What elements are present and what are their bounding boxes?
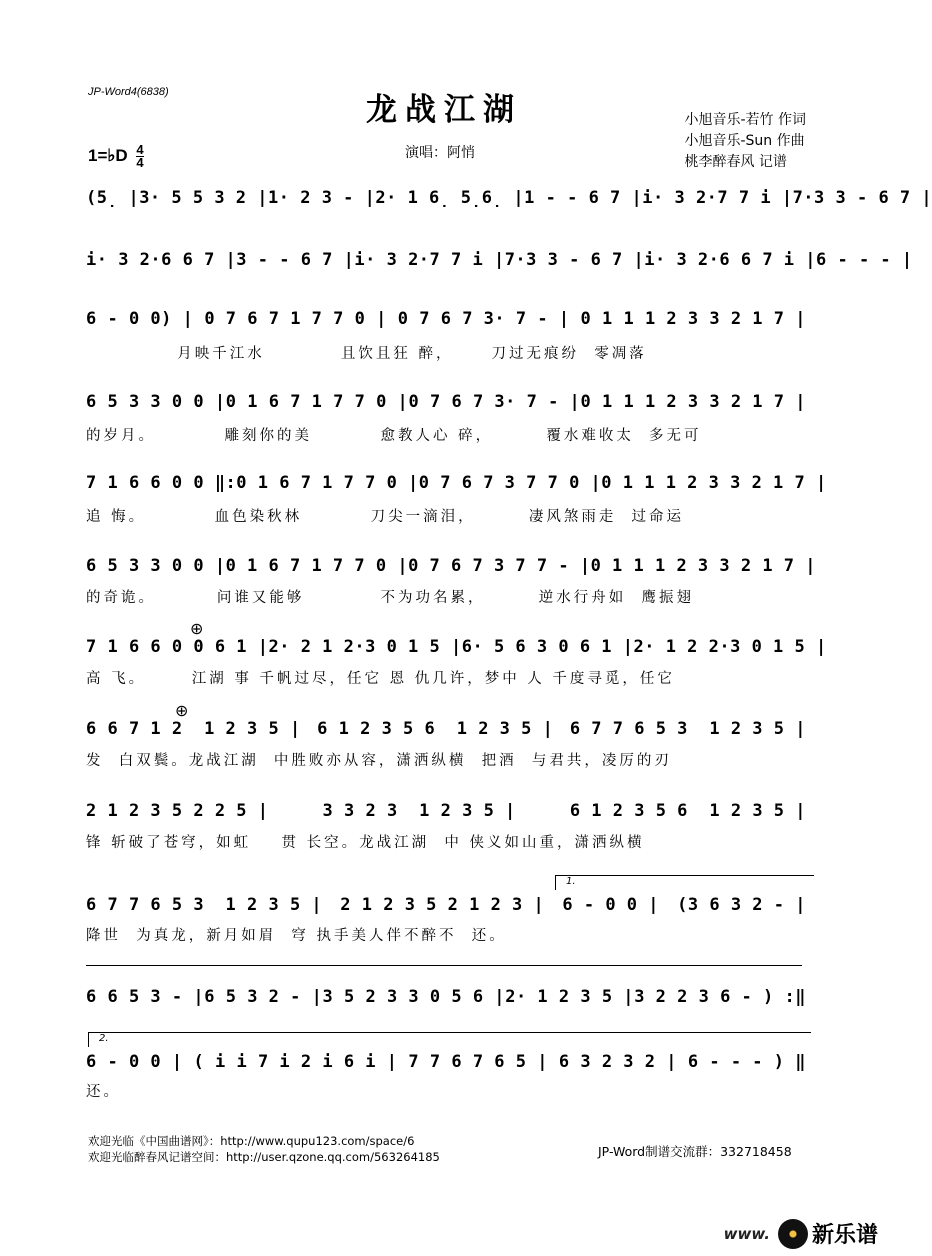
measure: (3 6 3 2 - | <box>677 895 806 915</box>
lyric-line: 追 悔。 血色染秋林 刀尖一滴泪， 凄风煞雨走 过命运 <box>86 509 685 525</box>
logo-www: www. <box>723 1224 770 1243</box>
measure: 0 1 1 1 2 3 3 2 1 7 | <box>580 309 806 329</box>
volta-continuation <box>86 965 802 966</box>
footer-line-2: 欢迎光临醉春风记谱空间：http://user.qzone.qq.com/563264185 <box>88 1150 440 1164</box>
score-row-12 <box>86 1052 806 1072</box>
measure: 7 7 6 7 6 5 | <box>408 1052 548 1072</box>
score-row-3 <box>86 309 806 329</box>
score-row-1 <box>86 188 932 208</box>
measure: 0 7 6 7 3· 7 - | <box>408 392 581 412</box>
lyric-line: 月映千江水 且饮且狂 醉， 刀过无痕纷 零凋落 <box>86 346 647 362</box>
measure: 6 - - - ) ‖ <box>687 1052 806 1072</box>
measure: 3 - - 6 7 | <box>236 250 355 270</box>
measure: 3 3 2 3 1 2 3 5 | <box>322 801 516 821</box>
measure: 7·3 3 - 6 7 | <box>792 188 932 208</box>
measure: 6 5 3 2 - | <box>204 987 323 1007</box>
measure: i· 3 2·6 6 7 | <box>86 250 237 270</box>
measure: 7·3 3 - 6 7 | <box>504 250 645 270</box>
score-row-4 <box>86 392 806 412</box>
time-numerator: 4 <box>136 142 144 157</box>
measure: 6 1 2 3 5 6 1 2 3 5 | <box>569 801 806 821</box>
measure: 6 5 3 3 0 0 | <box>86 556 226 576</box>
key-label: 1=♭D <box>88 145 128 165</box>
score-row-6 <box>86 556 816 576</box>
software-version: JP-Word4(6838) <box>88 86 169 98</box>
score-row-10 <box>86 895 806 915</box>
segno-icon: ⊕ <box>175 701 189 720</box>
time-signature <box>136 144 143 169</box>
measure: 0 1 6 7 1 7 7 0 | <box>225 556 409 576</box>
record-disc-icon <box>778 1219 808 1249</box>
measure: i· 3 2·6 6 7 i | <box>644 250 817 270</box>
measure: 6 - 0 0 | <box>562 895 660 915</box>
time-denominator: 4 <box>136 155 144 170</box>
singer-credit: 演唱：阿悄 <box>405 145 475 161</box>
measure: 3 2 2 3 6 - ) :‖ <box>634 987 806 1007</box>
score-row-11 <box>86 987 806 1007</box>
measure: 7 1 6 6 0 0 6 1 | <box>86 637 269 657</box>
measure: 2 1 2 3 5 2 2 5 | <box>86 801 269 821</box>
measure: 6 6 7 1 2 1 2 3 5 | <box>86 719 301 739</box>
measure: 3 5 2 3 3 0 5 6 | <box>322 987 506 1007</box>
measure: 7 1 6 6 0 0 ‖: <box>86 473 237 493</box>
measure: 6 - - - | <box>816 250 913 270</box>
measure: 6 1 2 3 5 6 1 2 3 5 | <box>317 719 554 739</box>
lyric-line: 还。 <box>86 1084 121 1100</box>
lyric-line: 锋 斩破了苍穹，如虹 贯 长空。龙战江湖 中 侠义如山重，潇洒纵横 <box>86 835 645 851</box>
composer-credit: 小旭音乐-Sun 作曲 <box>684 133 805 149</box>
lyric-line: 降世 为真龙，新月如眉 穹 执手美人伴不醉不 还。 <box>86 928 507 944</box>
measure: 3· 5 5 3 2 | <box>139 188 269 208</box>
segno-icon: ⊕ <box>190 619 204 638</box>
logo-brand: 新乐谱 <box>811 1223 878 1248</box>
measure: 0 7 6 7 3 7 7 - | <box>408 556 591 576</box>
measure: 2· 1 2 3 5 | <box>505 987 635 1007</box>
score-row-7 <box>86 637 827 657</box>
score-row-2 <box>86 250 913 270</box>
measure: 1· 2 3 - | <box>268 188 376 208</box>
volta-2: 2. <box>88 1032 811 1047</box>
measure: 6 7 7 6 5 3 1 2 3 5 | <box>86 895 323 915</box>
lyric-line: 发 白双鬓。龙战江湖 中胜败亦从容，潇洒纵横 把酒 与君共，凌厉的刃 <box>86 753 672 769</box>
measure: 0 1 1 1 2 3 3 2 1 7 | <box>580 392 806 412</box>
measure: 6 7 7 6 5 3 1 2 3 5 | <box>569 719 806 739</box>
song-title: 龙战江湖 <box>366 92 522 128</box>
score-row-5 <box>86 473 827 493</box>
measure: 0 1 1 1 2 3 3 2 1 7 | <box>601 473 827 493</box>
measure: 0 1 6 7 1 7 7 0 | <box>236 473 419 493</box>
measure: 0 7 6 7 3 7 7 0 | <box>418 473 602 493</box>
measure: i· 3 2·7 7 i | <box>642 188 793 208</box>
measure: 2· 1 2 2·3 0 1 5 | <box>633 637 827 657</box>
measure: 0 1 6 7 1 7 7 0 | <box>225 392 409 412</box>
measure: 2 1 2 3 5 2 1 2 3 | <box>340 895 545 915</box>
credits <box>684 110 806 173</box>
site-logo <box>724 1218 878 1249</box>
measure: 6 3 2 3 2 | <box>558 1052 677 1072</box>
measure: 2· 2 1 2·3 0 1 5 | <box>268 637 462 657</box>
lyric-line: 高 飞。 江湖 事 千帆过尽，任它 恩 仇几许，梦中 人 千度寻觅，任它 <box>86 671 675 687</box>
footer-line-1: 欢迎光临《中国曲谱网》：http://www.qupu123.com/space/6 <box>88 1134 415 1148</box>
volta-1: 1. <box>555 875 814 890</box>
measure: 6· 5 6 3 0 6 1 | <box>461 637 634 657</box>
measure: 6 5 3 3 0 0 | <box>86 392 226 412</box>
lyricist-credit: 小旭音乐-若竹 作词 <box>684 112 806 128</box>
measure: 6 6 5 3 - | <box>86 987 205 1007</box>
lyric-line: 的岁月。 雕刻你的美 愈教人心 碎， 覆水难收太 多无可 <box>86 428 702 444</box>
measure: 0 7 6 7 1 7 7 0 | <box>204 309 387 329</box>
measure: 1 - - 6 7 | <box>524 188 643 208</box>
qq-group: JP-Word制谱交流群：332718458 <box>598 1144 792 1159</box>
measure: 6 - 0 0 | <box>86 1052 183 1072</box>
measure: (5̣ | <box>86 188 140 208</box>
transcriber-credit: 桃李醉春风 记谱 <box>684 154 787 170</box>
score-row-9 <box>86 801 806 821</box>
measure: 2· 1 6̣ 5̣6̣ | <box>375 188 525 208</box>
measure: i· 3 2·7 7 i | <box>354 250 505 270</box>
score-row-8 <box>86 719 806 739</box>
footer-links <box>88 1133 440 1165</box>
lyric-line: 的奇诡。 问谁又能够 不为功名累， 逆水行舟如 鹰振翅 <box>86 590 694 606</box>
key-signature <box>88 144 144 169</box>
measure: ( i i 7 i 2 i 6 i | <box>193 1052 398 1072</box>
measure: 0 7 6 7 3· 7 - | <box>397 309 570 329</box>
measure: 6 - 0 0) | <box>86 309 194 329</box>
measure: 0 1 1 1 2 3 3 2 1 7 | <box>590 556 816 576</box>
